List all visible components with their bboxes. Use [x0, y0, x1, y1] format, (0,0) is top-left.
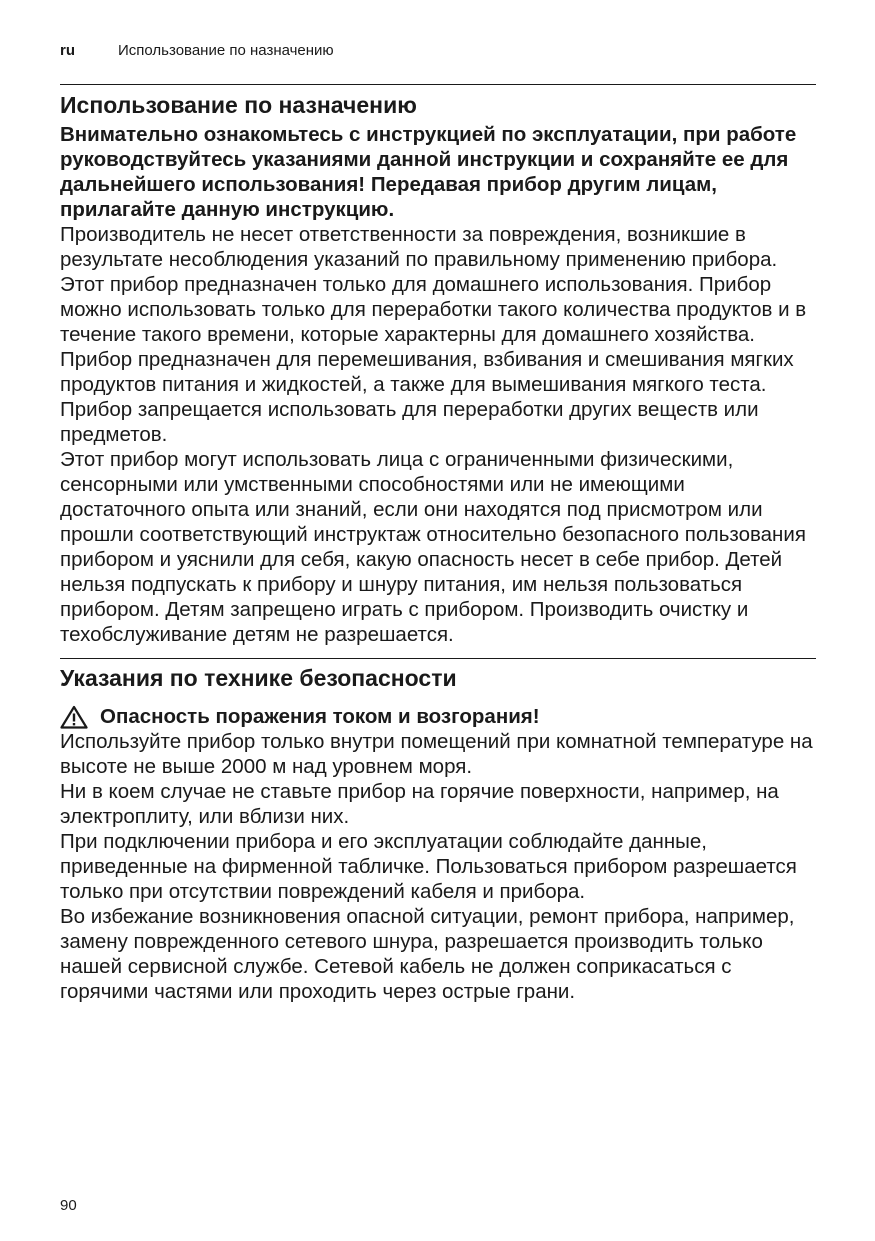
warning-heading: [60, 704, 816, 729]
section-divider: [60, 658, 816, 659]
warning-title: Опасность поражения током и возгорания!: [100, 705, 540, 728]
header-divider: [60, 84, 816, 85]
running-header: [60, 40, 816, 62]
section-title-safety: Указания по технике безопасности: [60, 665, 457, 691]
page-content: [60, 90, 816, 1004]
safety-paragraph: Во избежание возникновения опасной ситуации, ремонт прибора, например, замену поврежденного сетевого шнура, разрешается производить только нашей сервисной службе. Сетевой кабель не должен соприкасаться с горячими частями или проходить через острые грани.: [60, 905, 795, 1003]
body-paragraph: Этот прибор могут использовать лица с ограниченными физическими, сенсорными или умственными способностями или не имеющими достаточного опыта или знаний, если они находятся под присмотром или прошли соответствующий инструктаж относительно безопасного пользования прибором и уяснили для себя, какую опасность несет в себе прибор. Детей нельзя подпускать к прибору и шнуру питания, им нельзя пользоваться прибором. Детям запрещено играть с прибором. Производить очистку и техобслуживание детям не разрешается.: [60, 448, 806, 646]
section-title-intended-use: Использование по назначению: [60, 92, 417, 118]
lead-paragraph: Внимательно ознакомьтесь с инструкцией по эксплуатации, при работе руководствуйтесь указаниями данной инструкции и сохраняйте ее для дальнейшего использования! Передавая прибор другим лицам, прилагайте данную инструкцию.: [60, 123, 797, 221]
body-paragraph: Прибор предназначен для перемешивания, взбивания и смешивания мягких продуктов питания и жидкостей, а также для вымешивания мягкого теста. Прибор запрещается использовать для переработки других веществ или предметов.: [60, 348, 794, 446]
body-paragraph: Производитель не несет ответственности за повреждения, возникшие в результате несоблюдения указаний по правильному применению прибора.: [60, 223, 778, 271]
body-paragraph: Этот прибор предназначен только для домашнего использования. Прибор можно использовать только для переработки такого количества продуктов и в течение такого времени, которые характерны для домашнего хозяйства.: [60, 273, 807, 346]
warning-triangle-icon: [60, 705, 88, 729]
safety-paragraph: Ни в коем случае не ставьте прибор на горячие поверхности, например, на электроплиту, или вблизи них.: [60, 780, 779, 828]
safety-paragraph: Используйте прибор только внутри помещений при комнатной температуре на высоте не выше 2000 м над уровнем моря.: [60, 730, 813, 778]
running-header-section: Использование по назначению: [118, 42, 334, 59]
page-number: 90: [60, 1197, 77, 1214]
language-code: ru: [60, 42, 75, 59]
safety-paragraph: При подключении прибора и его эксплуатации соблюдайте данные, приведенные на фирменной табличке. Пользоваться прибором разрешается только при отсутствии повреждений кабеля и прибора.: [60, 830, 797, 903]
